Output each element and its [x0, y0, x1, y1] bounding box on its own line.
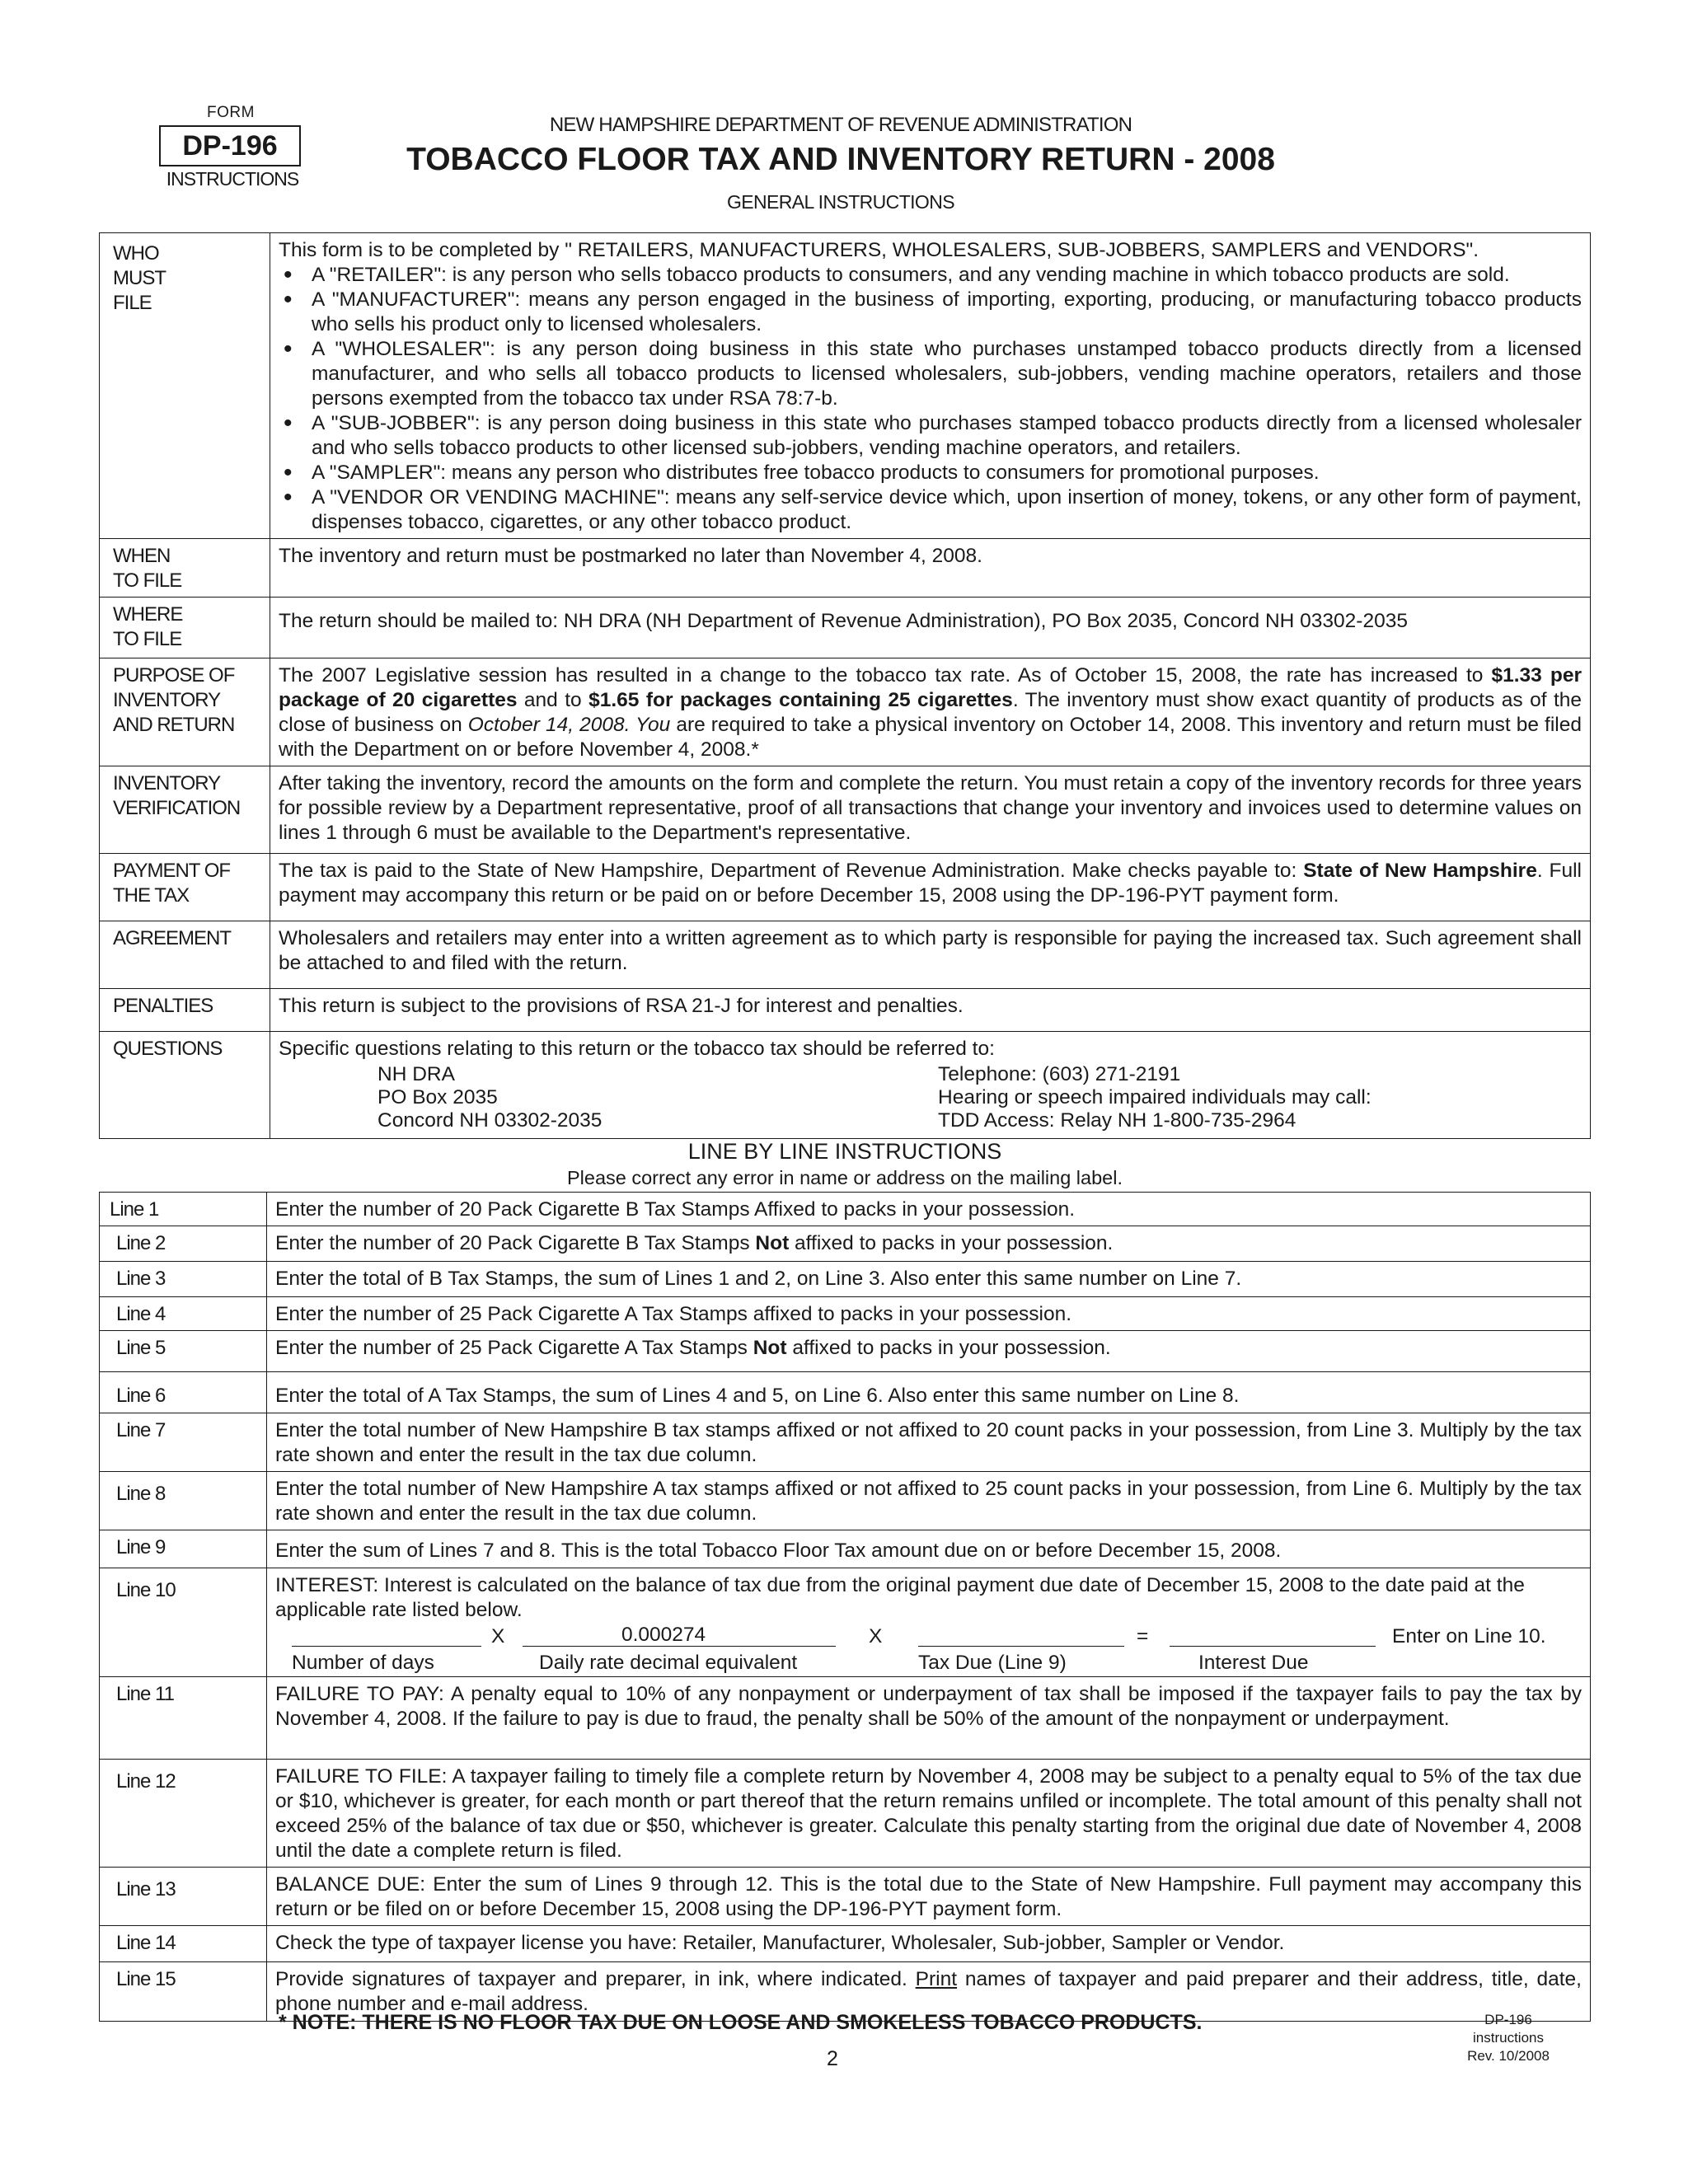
line-text: BALANCE DUE: Enter the sum of Lines 9 through 12. This is the total due to the State of New Hampshire. Full payment may accompany this return or be filed on or before December 15, 2008 using the DP-196-PYT payment form.	[275, 1873, 1582, 1920]
row-label: PENALTIES	[100, 989, 270, 1032]
line-label: Line 14	[100, 1926, 267, 1962]
questions-intro: Specific questions relating to this return or the tobacco tax should be referred to:	[279, 1038, 995, 1060]
revision-type: instructions	[1473, 2030, 1544, 2046]
table-row	[100, 1530, 1591, 1568]
row-inventory-verification	[100, 766, 1591, 854]
line-label: Line 11	[100, 1677, 267, 1760]
table-row	[100, 1868, 1591, 1926]
line-instructions-subheading: Please correct any error in name or address on the mailing label.	[566, 1167, 1123, 1188]
line-text: Check the type of taxpayer license you have: Retailer, Manufacturer, Wholesaler, Sub-jobber, Sampler or Vendor.	[275, 1932, 1285, 1954]
table-row	[100, 1677, 1591, 1760]
list-item: • A "MANUFACTURER": means any person engaged in the business of importing, exporting, producing, or manufacturing tobacco products who sells his product only to licensed wholesalers.	[312, 288, 1582, 337]
table-row	[100, 1413, 1591, 1472]
row-body: The return should be mailed to: NH DRA (NH Department of Revenue Administration), PO Box 2035, Concord NH 03302-2035	[279, 610, 1408, 632]
table-row	[100, 1760, 1591, 1868]
row-label: PURPOSE OF INVENTORY AND RETURN	[100, 658, 270, 766]
row-questions	[100, 1032, 1591, 1139]
line-label: Line 15	[100, 1962, 267, 2022]
line-label: Line 4	[100, 1297, 267, 1331]
caption-number-of-days: Number of days	[292, 1652, 434, 1674]
row-penalties	[100, 989, 1591, 1032]
line-label: Line 3	[100, 1262, 267, 1297]
line-text: Enter the number of 20 Pack Cigarette B Tax Stamps Affixed to packs in your possession.	[275, 1198, 1076, 1221]
revision-block	[1451, 2011, 1566, 2065]
row-body: The inventory and return must be postmarked no later than November 4, 2008.	[279, 545, 982, 567]
multiply-sign: X	[491, 1625, 505, 1647]
days-blank	[292, 1624, 481, 1647]
enter-on-line-10: Enter on Line 10.	[1392, 1625, 1546, 1647]
table-row	[100, 1297, 1591, 1331]
row-agreement	[100, 921, 1591, 989]
list-item: • A "SAMPLER": means any person who distributes free tobacco products to consumers for promotional purposes.	[312, 461, 1582, 485]
row-body: After taking the inventory, record the amounts on the form and complete the return. You must retain a copy of the inventory records for three years for possible review by a Department representative, proof of all transactions that change your inventory and invoices used to determine values on lines 1 through 6 must be available to the Department's representative.	[279, 772, 1582, 844]
line-text: Enter the total of A Tax Stamps, the sum of Lines 4 and 5, on Line 6. Also enter this same number on Line 8.	[275, 1385, 1240, 1407]
line-text: Enter the total number of New Hampshire A tax stamps affixed or not affixed to 25 count packs in your possession, from Line 6. Multiply by the tax rate shown and enter the result in the tax due column.	[275, 1478, 1582, 1525]
revision-date: Rev. 10/2008	[1467, 2048, 1550, 2064]
row-body: The tax is paid to the State of New Hampshire, Department of Revenue Administration. Make checks payable to: State of New Hampshire. Full payment may accompany this return or be paid on or before December 15, 2008 using the DP-196-PYT payment form.	[279, 860, 1582, 907]
line-label: Line 6	[100, 1372, 267, 1413]
line-label: Line 1	[100, 1193, 267, 1226]
address-line: NH DRA	[377, 1063, 455, 1085]
address-line: Concord NH 03302-2035	[377, 1109, 603, 1132]
list-item: • A "VENDOR OR VENDING MACHINE": means any self-service device which, upon insertion of money, tokens, or any other form of payment, dispenses tobacco, cigarettes, or any other tobacco product.	[312, 485, 1582, 535]
line-label: Line 13	[100, 1868, 267, 1926]
revision-form: DP-196	[1484, 2012, 1532, 2027]
line-label: Line 9	[100, 1530, 267, 1568]
line-text: Enter the total of B Tax Stamps, the sum of Lines 1 and 2, on Line 3. Also enter this same number on Line 7.	[275, 1268, 1242, 1290]
row-label: WHEN TO FILE	[100, 539, 270, 598]
contact-line: TDD Access: Relay NH 1-800-735-2964	[938, 1109, 1296, 1132]
line-text: Provide signatures of taxpayer and preparer, in ink, where indicated. Print names of taxpayer and paid preparer and their address, title, date, phone number and e-mail address.	[275, 1968, 1582, 2015]
row-body	[270, 1032, 1591, 1139]
row-label: INVENTORY VERIFICATION	[100, 766, 270, 854]
contact-block	[279, 1063, 1582, 1132]
caption-daily-rate: Daily rate decimal equivalent	[539, 1652, 798, 1674]
line-instructions-table	[99, 1192, 1591, 2022]
section-heading: GENERAL INSTRUCTIONS	[727, 191, 954, 213]
row-label: QUESTIONS	[100, 1032, 270, 1139]
line-text	[267, 1568, 1591, 1677]
line-label: Line 7	[100, 1413, 267, 1472]
who-intro: This form is to be completed by " RETAILERS, MANUFACTURERS, WHOLESALERS, SUB-JOBBERS, SAMPLERS and VENDORS".	[279, 239, 1479, 261]
table-row	[100, 1926, 1591, 1962]
line-text: Enter the number of 25 Pack Cigarette A Tax Stamps Not affixed to packs in your possession.	[275, 1337, 1111, 1359]
row-body: Wholesalers and retailers may enter into a written agreement as to which party is responsible for paying the increased tax. Such agreement shall be attached to and filed with the return.	[279, 927, 1582, 974]
table-row	[100, 1331, 1591, 1372]
equals-sign: =	[1137, 1625, 1149, 1647]
line-text: Enter the sum of Lines 7 and 8. This is the total Tobacco Floor Tax amount due on or before December 15, 2008.	[275, 1540, 1282, 1562]
line-text: Enter the total number of New Hampshire B tax stamps affixed or not affixed to 20 count packs in your possession, from Line 3. Multiply by the tax rate shown and enter the result in the tax due column.	[275, 1419, 1582, 1466]
row-body: This return is subject to the provisions of RSA 21-J for interest and penalties.	[279, 995, 964, 1017]
caption-tax-due: Tax Due (Line 9)	[918, 1652, 1067, 1674]
contact-line: Telephone: (603) 271-2191	[938, 1063, 1181, 1085]
table-row	[100, 1568, 1591, 1677]
row-purpose	[100, 658, 1591, 766]
row-label: AGREEMENT	[100, 921, 270, 989]
table-row	[100, 1372, 1591, 1413]
list-item: • A "RETAILER": is any person who sells tobacco products to consumers, and any vending machine in which tobacco products are sold.	[312, 263, 1582, 288]
line-label: Line 12	[100, 1760, 267, 1868]
daily-rate-value: 0.000274	[621, 1624, 706, 1646]
row-when-to-file	[100, 539, 1591, 598]
row-label: PAYMENT OF THE TAX	[100, 854, 270, 921]
general-instructions-table	[99, 232, 1591, 1139]
form-label: FORM	[207, 104, 255, 121]
row-body: The 2007 Legislative session has resulted in a change to the tobacco tax rate. As of October 15, 2008, the rate has increased to $1.33 per package of 20 cigarettes and to $1.65 for packages containing 25 cigarettes. The inventory must show exact quantity of products as of the close of business on October 14, 2008. You are required to take a physical inventory on October 14, 2008. This inventory and return must be filed with the Department on or before November 4, 2008.*	[279, 664, 1582, 761]
line-text: Enter the number of 25 Pack Cigarette A Tax Stamps affixed to packs in your possession.	[275, 1303, 1072, 1325]
form-instructions-label: INSTRUCTIONS	[166, 168, 299, 190]
line-text: FAILURE TO PAY: A penalty equal to 10% of any nonpayment or underpayment of tax shall be imposed if the taxpayer fails to pay the tax by November 4, 2008. If the failure to pay is due to fraud, the penalty shall be 50% of the amount of the nonpayment or underpayment.	[275, 1683, 1582, 1730]
contact-line: Hearing or speech impaired individuals may call:	[938, 1086, 1372, 1108]
tax-due-blank	[918, 1624, 1124, 1647]
row-payment	[100, 854, 1591, 921]
table-row	[100, 1226, 1591, 1262]
interest-text: INTEREST: Interest is calculated on the balance of tax due from the original payment due date of December 15, 2008 to the date paid at the applicable rate listed below.	[275, 1574, 1525, 1621]
table-row	[100, 1262, 1591, 1297]
list-item: • A "SUB-JOBBER": is any person doing business in this state who purchases stamped tobacco products directly from a licensed wholesaler and who sells tobacco products to other licensed sub-jobbers, vending machine operators, and retailers.	[312, 411, 1582, 461]
table-row	[100, 1193, 1591, 1226]
caption-interest-due: Interest Due	[1198, 1652, 1309, 1674]
agency-name: NEW HAMPSHIRE DEPARTMENT OF REVENUE ADMINISTRATION	[549, 114, 1132, 136]
footer-note: * NOTE: THERE IS NO FLOOR TAX DUE ON LOOSE AND SMOKELESS TOBACCO PRODUCTS.	[279, 2011, 1203, 2034]
page-number: 2	[827, 2047, 838, 2070]
multiply-sign: X	[869, 1625, 883, 1647]
form-number: DP-196	[159, 125, 301, 166]
who-bullet-list	[279, 263, 1582, 535]
row-body	[270, 233, 1591, 539]
row-label: WHERE TO FILE	[100, 598, 270, 658]
interest-calculation	[275, 1624, 1582, 1672]
row-where-to-file	[100, 598, 1591, 658]
list-item: • A "WHOLESALER": is any person doing business in this state who purchases unstamped tobacco products directly from a licensed manufacturer, and who sells all tobacco products to licensed wholesalers, sub-jobbers, vending machine operators, retailers and those persons exempted from the tobacco tax under RSA 78:7-b.	[312, 337, 1582, 411]
table-row	[100, 1472, 1591, 1530]
line-label: Line 2	[100, 1226, 267, 1262]
interest-due-blank	[1170, 1624, 1376, 1647]
row-label: WHO MUST FILE	[100, 233, 270, 539]
line-label: Line 10	[100, 1568, 267, 1677]
page-title: TOBACCO FLOOR TAX AND INVENTORY RETURN - 2008	[406, 142, 1275, 177]
line-text: FAILURE TO FILE: A taxpayer failing to timely file a complete return by November 4, 2008 may be subject to a penalty equal to 5% of the tax due or $10, whichever is greater, for each month or part thereof that the return remains unfiled or incomplete. The total amount of this penalty shall not exceed 25% of the balance of tax due or $50, whichever is greater. Calculate this penalty starting from the original due date of November 4, 2008 until the date a complete return is filed.	[275, 1765, 1582, 1862]
row-who-must-file	[100, 233, 1591, 539]
line-label: Line 8	[100, 1472, 267, 1530]
line-label: Line 5	[100, 1331, 267, 1372]
line-instructions-heading: LINE BY LINE INSTRUCTIONS	[687, 1139, 1002, 1164]
line-text: Enter the number of 20 Pack Cigarette B Tax Stamps Not affixed to packs in your possession.	[275, 1232, 1114, 1254]
address-line: PO Box 2035	[377, 1086, 498, 1108]
